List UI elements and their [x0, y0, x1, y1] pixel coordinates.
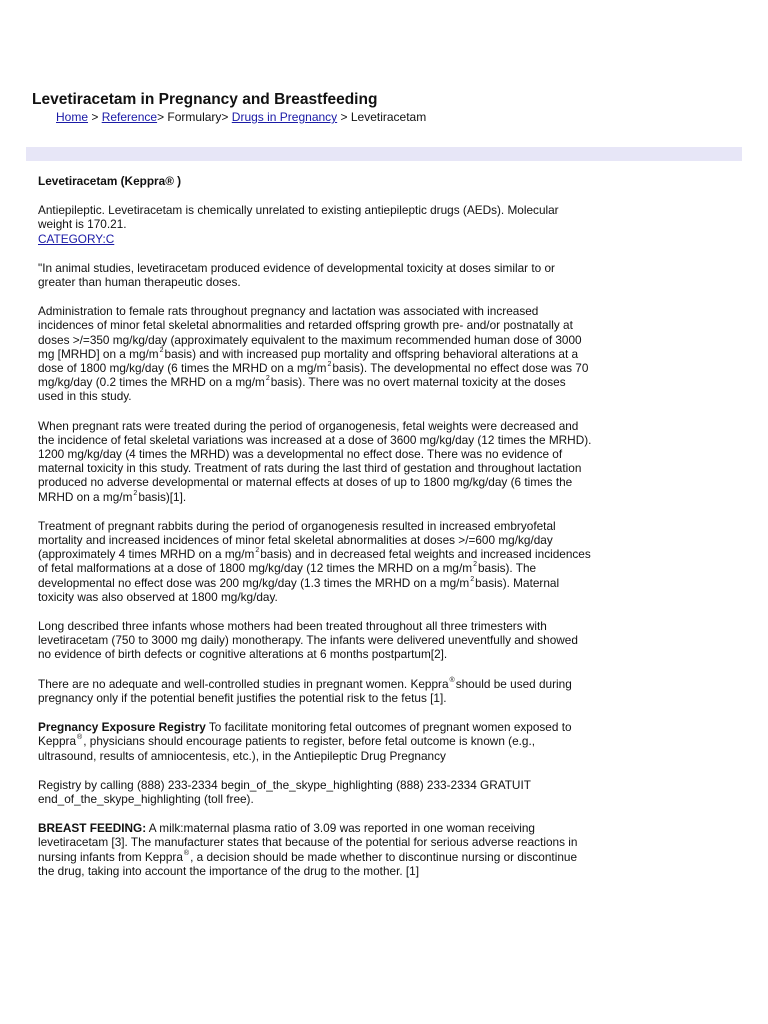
breadcrumb-formulary: > Formulary> — [157, 110, 232, 124]
text-segment: basis). Maternal toxicity was also observed at 1800 mg/kg/day. — [38, 575, 560, 604]
superscript: 2 — [470, 575, 475, 583]
registry-paragraph — [38, 720, 594, 763]
breastfeeding-paragraph — [38, 821, 594, 878]
text-segment: A milk:maternal plasma ratio of 3.09 was reported in one woman receiving levetiracetam [3]. The manufacturer states that because of the potential for serious adverse reactions in nursing infants from Keppra — [38, 821, 578, 864]
superscript: 2 — [265, 375, 270, 383]
registered-mark: ® — [77, 734, 83, 742]
text-segment: Administration to female rats throughout pregnancy and lactation was associated with increased incidences of minor fetal skeletal abnormalities and retarded offspring growth pre- and/or postnatally at doses >/=350 mg/kg/day (approximately equivalent to the maximum recommended human dose of 3000 mg [MRHD] on a mg/m — [38, 304, 582, 361]
breastfeeding-label: BREAST FEEDING: — [38, 821, 147, 836]
superscript: 2 — [159, 346, 164, 354]
text-segment: , a decision should be made whether to discontinue nursing or discontinue the drug, taking into account the importance of the drug to the mother. [1] — [38, 849, 578, 878]
breadcrumb-reference-link[interactable]: Reference — [101, 110, 158, 124]
rats-lactation-paragraph — [38, 304, 594, 403]
category-link[interactable]: CATEGORY:C — [38, 231, 115, 246]
text-segment: When pregnant rats were treated during the period of organogenesis, fetal weights were decreased and the incidence of fetal skeletal variations was increased at a dose of 3600 mg/kg/day (12 times the MRHD). 1200 mg/kg/day (4 times the MRHD) was a developmental no effect dose. There was no evidence of maternal toxicity in this study. Treatment of rats during the last third of gestation and throughout lactation produced no adverse developmental or maternal effects at doses of up to 1800 mg/kg/day (6 times the MRHD on a mg/m — [38, 418, 592, 504]
breadcrumb-drugs-in-pregnancy-link[interactable]: Drugs in Pregnancy — [231, 110, 338, 124]
superscript: 2 — [327, 361, 332, 369]
breadcrumb-separator: > — [88, 110, 102, 124]
superscript: 2 — [473, 561, 477, 569]
text-segment: basis)[1]. — [138, 489, 187, 504]
text-segment: basis). There was no overt maternal toxicity at the doses used in this study. — [38, 375, 566, 404]
rabbits-paragraph — [38, 519, 594, 604]
breadcrumb-home-link[interactable]: Home — [56, 110, 89, 124]
text-segment: should be used during pregnancy only if the potential benefit justifies the potential risk to the fetus [1]. — [38, 676, 572, 705]
drug-heading: Levetiracetam (Keppra® ) — [38, 174, 182, 188]
text-segment: There are no adequate and well-controlled studies in pregnant women. Keppra — [38, 676, 449, 691]
intro-paragraph — [38, 203, 594, 246]
registry-label: Pregnancy Exposure Registry — [38, 720, 206, 735]
quote-paragraph: "In animal studies, levetiracetam produced evidence of developmental toxicity at doses similar to or greater than human therapeutic doses. — [38, 260, 555, 290]
intro-text: Antiepileptic. Levetiracetam is chemically unrelated to existing antiepileptic drugs (AEDs). Molecular weight is 170.21. — [38, 203, 559, 232]
superscript: 2 — [255, 547, 260, 555]
registry-phone-paragraph: Registry by calling (888) 233-2334 begin_of_the_skype_highlighting (888) 233-2334 GRATUIT end_of_the_skype_highlighting (toll free). — [38, 777, 531, 806]
breadcrumb — [56, 110, 426, 124]
no-adequate-studies-paragraph — [38, 677, 594, 705]
article-body — [38, 174, 594, 893]
text-segment: , physicians should encourage patients to register, before fetal outcome is known (e.g., ultrasound, results of amniocentesis, etc.), in the Antiepileptic Drug Pregnancy — [38, 734, 536, 763]
page-title: Levetiracetam in Pregnancy and Breastfeeding — [32, 91, 378, 108]
breadcrumb-separator: > — [337, 110, 351, 124]
registered-mark: ® — [449, 676, 455, 684]
text-segment: Treatment of pregnant rabbits during the period of organogenesis resulted in increased embryofetal mortality and increased incidences of minor fetal skeletal abnormalities at doses >/=600 mg/kg/day (approximately 4 times MRHD on a mg/m — [38, 518, 556, 562]
header-divider-band — [26, 147, 742, 161]
text-segment: basis) and in decreased fetal weights and increased incidences of fetal malformations at a dose of 1800 mg/kg/day (12 times the MRHD on a mg/m — [38, 547, 591, 576]
rats-organogenesis-paragraph — [38, 419, 594, 504]
registered-mark: ® — [183, 849, 190, 857]
long-study-paragraph: Long described three infants whose mothers had been treated throughout all three trimesters with levetiracetam (750 to 3000 mg daily) monotherapy. The infants were delivered uneventfully and showed no evidence of birth defects or cognitive alterations at 6 months postpartum[2]. — [38, 619, 578, 662]
text-segment: To facilitate monitoring fetal outcomes of pregnant women exposed to Keppra — [38, 720, 572, 749]
breadcrumb-current: Levetiracetam — [350, 110, 427, 124]
text-segment: basis). The developmental no effect dose was 200 mg/kg/day (1.3 times the MRHD on a mg/m — [38, 561, 537, 590]
superscript: 2 — [133, 489, 138, 497]
text-segment: basis) and with increased pup mortality and offspring behavioral alterations at a dose of 1800 mg/kg/day (6 times the MRHD on a mg/m — [38, 346, 579, 376]
text-segment: basis). The developmental no effect dose was 70 mg/kg/day (0.2 times the MRHD on a mg/m — [38, 361, 589, 390]
